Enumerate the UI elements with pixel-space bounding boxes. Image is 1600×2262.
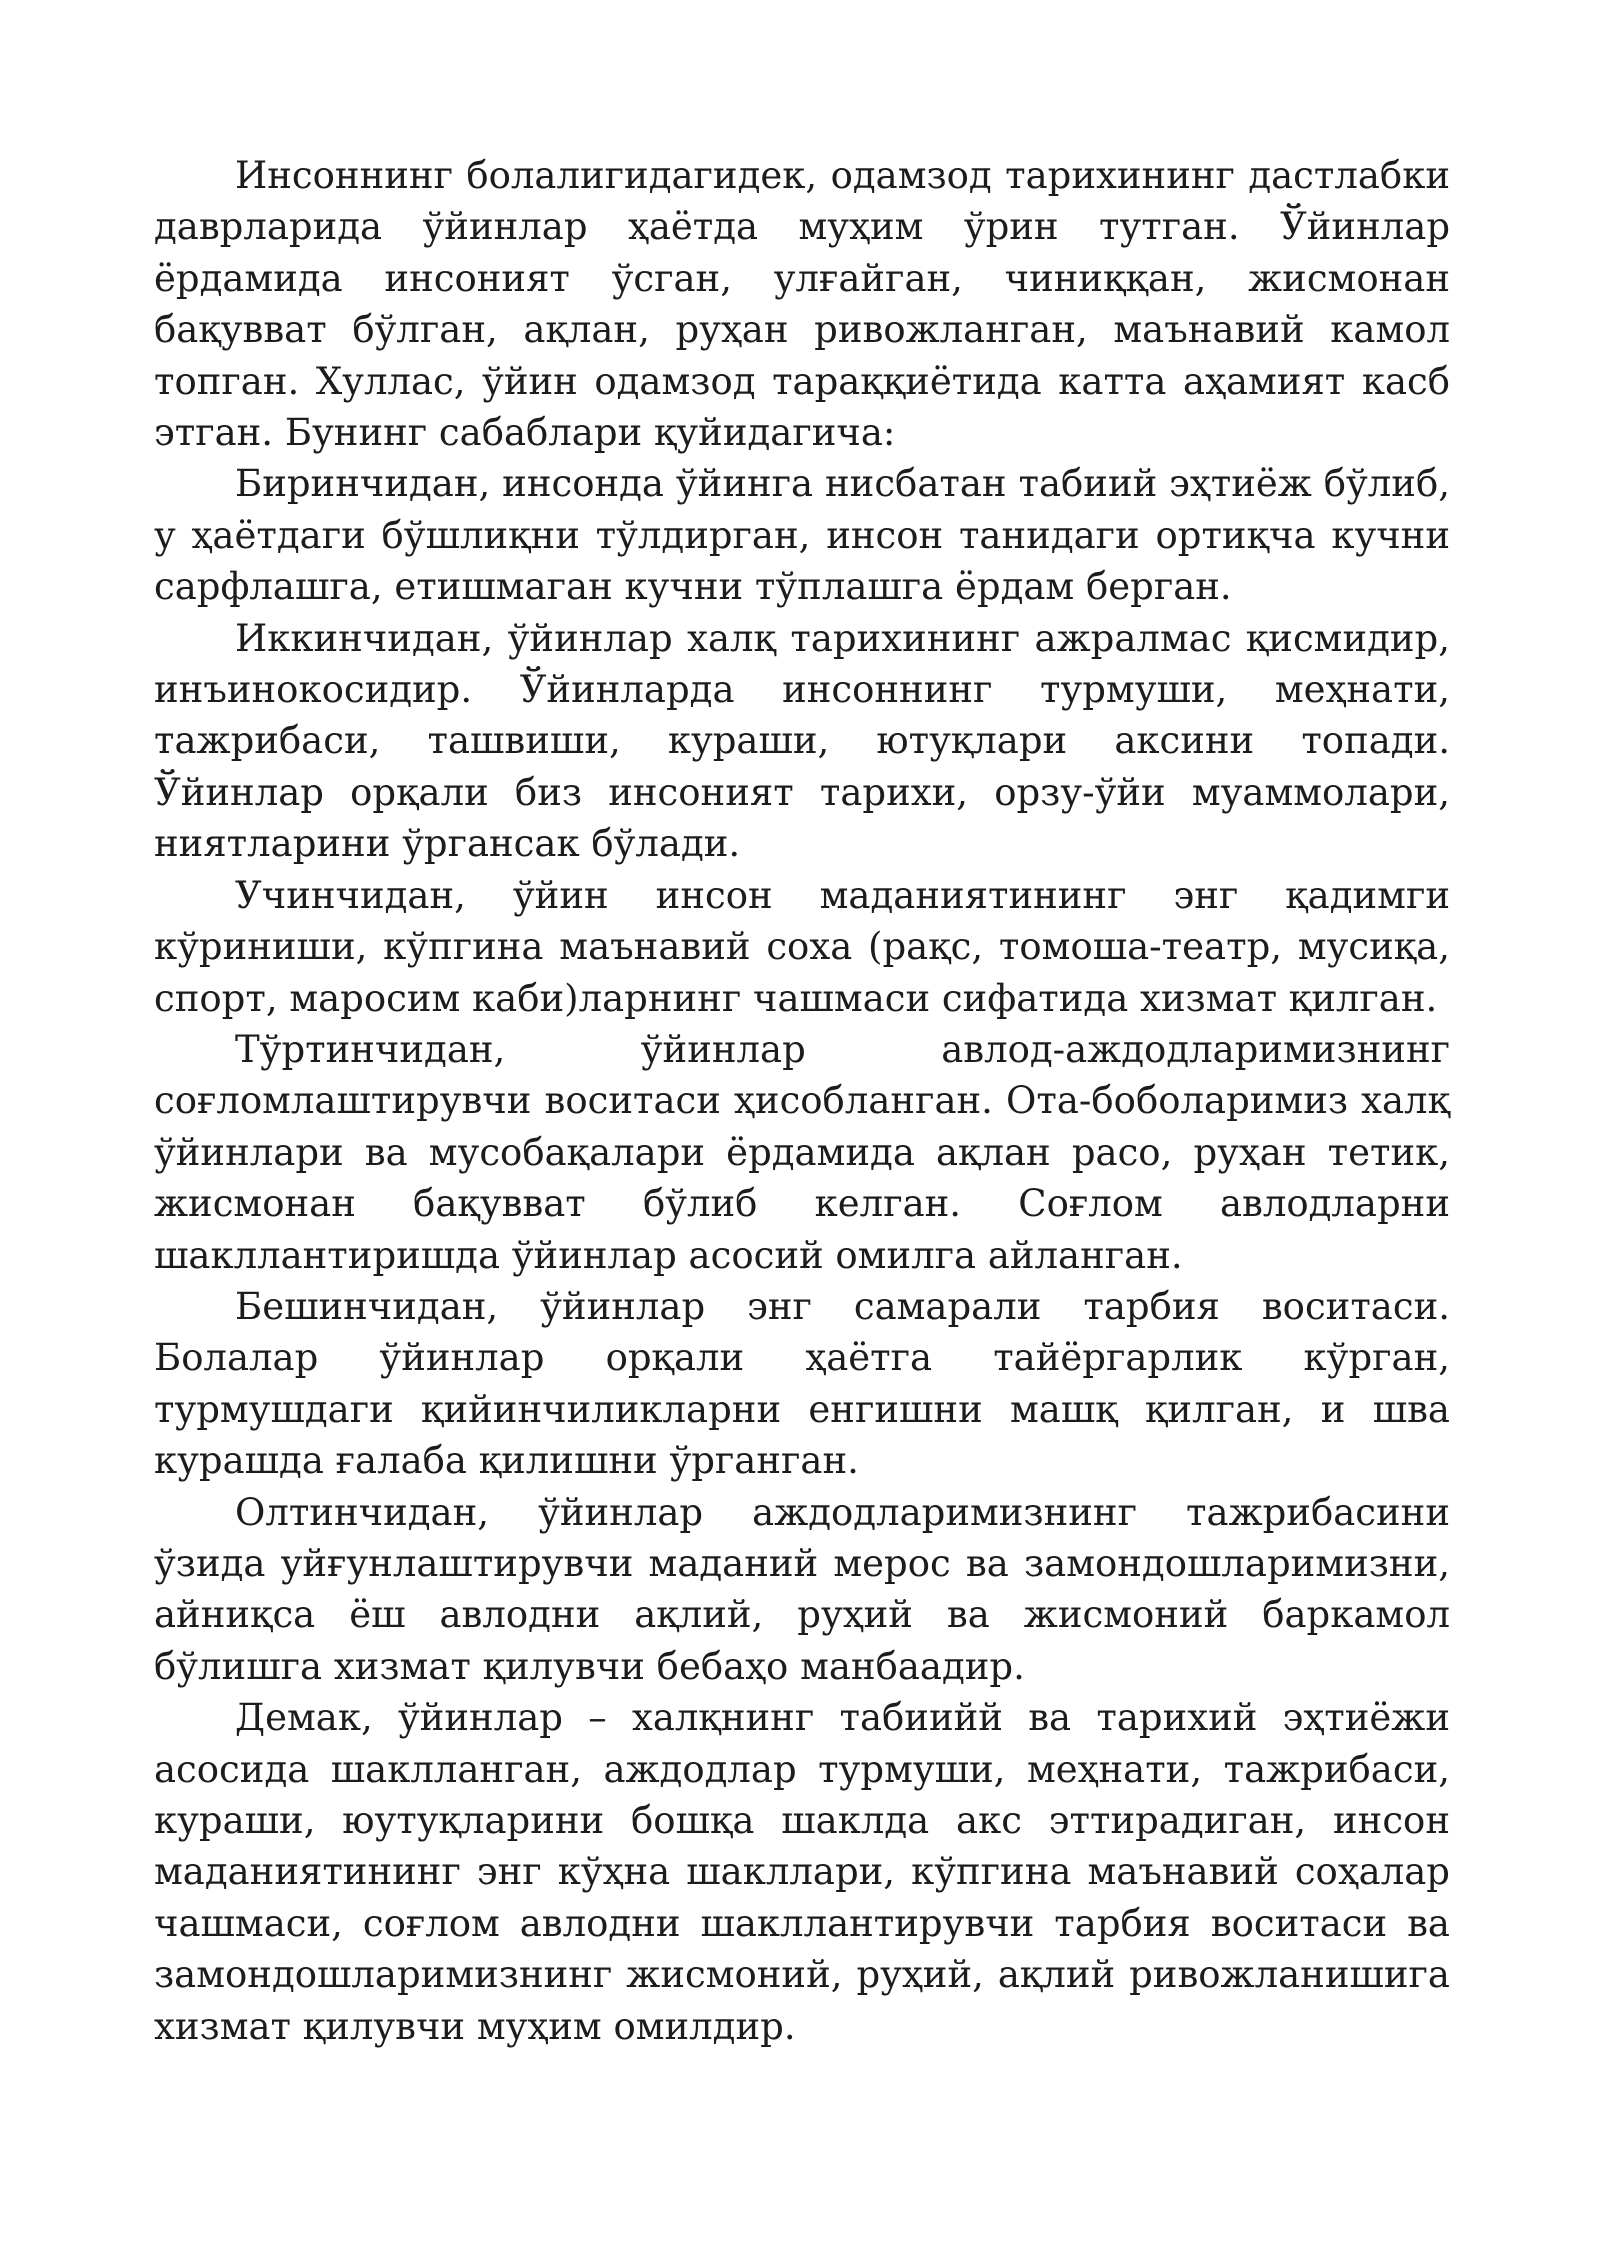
- paragraph-sixth-reason: Олтинчидан, ўйинлар аждодларимизнинг тажрибасини ўзида уйғунлаштирувчи маданий мерос ва замондошларимизни, айниқса ёш авлодни ақлий, руҳий ва жисмоний баркамол бўлишга хизмат қилувчи бебаҳо манбаадир.: [154, 1490, 1450, 1688]
- paragraph-fourth-reason: Тўртинчидан, ўйинлар авлод-аждодларимизнинг соғломлаштирувчи воситаси ҳисобланган. Ота-боболаримиз халқ ўйинлари ва мусобақалари ёрдамида ақлан расо, руҳан тетик, жисмонан бақувват бўлиб келган. Соғлом авлодларни шакллантиришда ўйинлар асосий омилга айланган.: [154, 1027, 1450, 1277]
- paragraph-first-reason: Биринчидан, инсонда ўйинга нисбатан табиий эҳтиёж бўлиб, у ҳаётдаги бўшлиқни тўлдирган, инсон танидаги ортиқча кучни сарфлашга, етишмаган кучни тўплашга ёрдам берган.: [154, 462, 1450, 609]
- document-body: [154, 150, 1450, 2052]
- paragraph-intro: Инсоннинг болалигидагидек, одамзод тарихининг дастлабки даврларида ўйинлар ҳаётда муҳим ўрин тутган. Ўйинлар ёрдамида инсоният ўсган, улғайган, чиниққан, жисмонан бақувват бўлган, ақлан, руҳан ривожланган, маънавий камол топган. Хуллас, ўйин одамзод тараққиётида катта аҳамият касб этган. Бунинг сабаблари қуйидагича:: [154, 154, 1450, 455]
- paragraph-fifth-reason: Бешинчидан, ўйинлар энг самарали тарбия воситаси. Болалар ўйинлар орқали ҳаётга тайёргарлик кўрган, турмушдаги қийинчиликларни енгишни машқ қилган, и шва курашда ғалаба қилишни ўрганган.: [154, 1284, 1450, 1483]
- paragraph-third-reason: Учинчидан, ўйин инсон маданиятининг энг қадимги кўриниши, кўпгина маънавий соха (рақс, томоша-театр, мусиқа, спорт, маросим каби)ларнинг чашмаси сифатида хизмат қилган.: [154, 873, 1450, 1020]
- paragraph-second-reason: Иккинчидан, ўйинлар халқ тарихининг ажралмас қисмидир, инъинокосидир. Ўйинларда инсоннинг турмуши, меҳнати, тажрибаси, ташвиши, кураши, ютуқлари аксини топади. Ўйинлар орқали биз инсоният тарихи, орзу-ўйи муаммолари, ниятларини ўргансак бўлади.: [154, 616, 1450, 866]
- paragraph-conclusion: Демак, ўйинлар – халқнинг табиийй ва тарихий эҳтиёжи асосида шаклланган, аждодлар турмуши, меҳнати, тажрибаси, кураши, юутуқларини бошқа шаклда акс эттирадиган, инсон маданиятининг энг кўҳна шакллари, кўпгина маънавий соҳалар чашмаси, соғлом авлодни шакллантирувчи тарбия воситаси ва замондошларимизнинг жисмоний, руҳий, ақлий ривожланишига хизмат қилувчи муҳим омилдир.: [154, 1696, 1450, 2048]
